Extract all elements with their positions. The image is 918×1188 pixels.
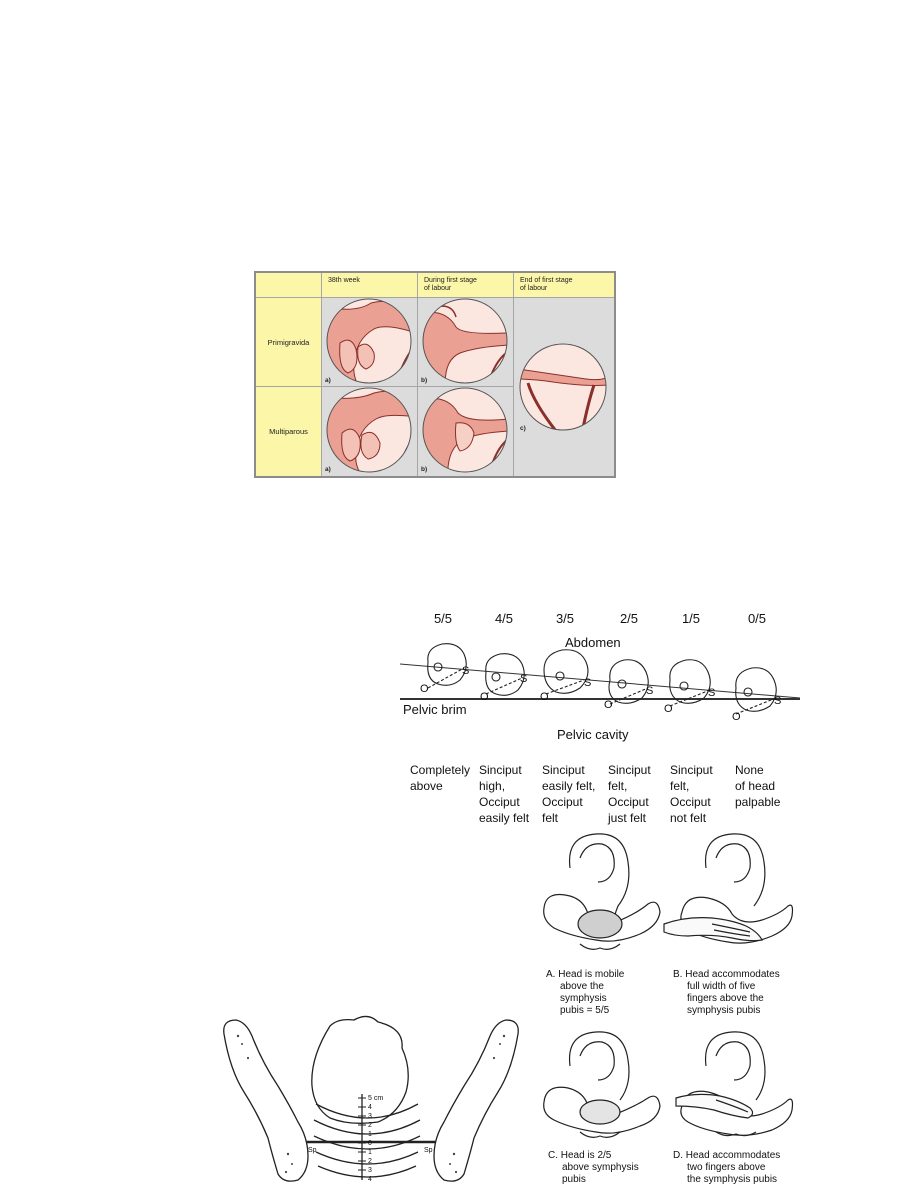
scale-number: 4 — [368, 1176, 372, 1183]
occiput-marker: O — [664, 703, 673, 715]
sinciput-marker: S — [584, 677, 592, 689]
description-0-5 — [735, 762, 780, 810]
caption-line: B. Head accommodates — [673, 969, 780, 980]
caption-panel-a — [546, 969, 624, 1017]
panel-tag: a) — [325, 377, 331, 384]
scale-number: 4 — [368, 1104, 372, 1111]
caption-line: full width of five — [687, 981, 756, 992]
caption-line: two fingers above — [687, 1162, 766, 1173]
description-line: Occiput — [670, 795, 711, 809]
description-line: felt, — [670, 779, 690, 793]
description-line: above — [410, 779, 443, 793]
scale-number: 0 — [368, 1140, 372, 1147]
description-line: easily felt, — [542, 779, 596, 793]
fifths-label: 5/5 — [433, 611, 453, 626]
scale-number: 3 — [368, 1113, 372, 1120]
description-line: felt, — [608, 779, 628, 793]
scale-number: 2 — [368, 1122, 372, 1129]
description-line: Sinciput — [608, 763, 651, 777]
occiput-marker: O — [420, 683, 429, 695]
caption-line: the symphysis pubis — [687, 1174, 778, 1185]
fifths-label: 0/5 — [747, 611, 767, 626]
fifths-label: 3/5 — [555, 611, 575, 626]
spine-label: Sp — [424, 1147, 433, 1154]
palpation-drawings-bottom — [536, 1026, 796, 1146]
fifths-label: 4/5 — [494, 611, 514, 626]
panel-tag: b) — [421, 466, 428, 473]
panel-tag: a) — [325, 466, 331, 473]
column-header-text: 38th week — [328, 277, 360, 284]
caption-line: symphysis — [560, 993, 607, 1004]
panel-tag: b) — [421, 377, 428, 384]
column-header-text: of labour — [520, 285, 548, 292]
fifths-heads-diagram — [398, 640, 802, 724]
description-line: palpable — [735, 795, 781, 809]
description-line: Completely — [410, 763, 471, 777]
station-diagram — [218, 1014, 528, 1188]
description-line: high, — [479, 779, 506, 793]
description-line: Occiput — [542, 795, 583, 809]
description-line: Sinciput — [542, 763, 585, 777]
description-1-5 — [670, 762, 713, 826]
sinciput-marker: S — [708, 687, 716, 699]
abdomen-label: Abdomen — [565, 635, 621, 650]
caption-line: above the — [560, 981, 604, 992]
description-line: not felt — [670, 811, 707, 825]
description-line: Sinciput — [670, 763, 713, 777]
column-header-text: of labour — [424, 285, 452, 292]
description-line: Sinciput — [479, 763, 522, 777]
fifths-label: 1/5 — [681, 611, 701, 626]
caption-line: pubis — [562, 1174, 586, 1185]
description-line: None — [735, 763, 764, 777]
caption-panel-d — [673, 1150, 780, 1186]
description-line: just felt — [608, 811, 647, 825]
caption-line: symphysis pubis — [687, 1005, 761, 1016]
caption-line: fingers above the — [687, 993, 764, 1004]
row-label-text: Primigravida — [267, 337, 310, 347]
row-label-text: Multiparous — [269, 427, 308, 436]
palpation-drawings-top — [536, 828, 796, 968]
description-2-5 — [608, 762, 651, 826]
scale-number: 3 — [368, 1167, 372, 1174]
caption-panel-b — [673, 969, 780, 1017]
fifths-label: 2/5 — [619, 611, 639, 626]
description-line: Occiput — [608, 795, 649, 809]
occiput-marker: O — [540, 691, 549, 703]
caption-panel-c — [548, 1150, 639, 1186]
caption-line: pubis = 5/5 — [560, 1005, 610, 1016]
description-line: Occiput — [479, 795, 520, 809]
sinciput-marker: S — [520, 673, 528, 685]
spine-label: Sp — [308, 1147, 317, 1154]
scale-number: 1 — [368, 1149, 372, 1156]
description-line: felt — [542, 811, 559, 825]
caption-line: A. Head is mobile — [546, 969, 625, 980]
column-header-text: End of first stage — [520, 277, 573, 284]
description-3-5 — [542, 762, 595, 826]
panel-tag: c) — [520, 425, 526, 432]
occiput-marker: O — [604, 699, 613, 711]
sinciput-marker: S — [462, 665, 470, 677]
occiput-marker: O — [480, 691, 489, 703]
scale-number: 1 — [368, 1131, 372, 1138]
pelvic-cavity-label: Pelvic cavity — [557, 727, 629, 742]
description-line: of head — [735, 779, 776, 793]
description-4-5 — [479, 762, 529, 826]
description-line: easily felt — [479, 811, 530, 825]
caption-line: C. Head is 2/5 — [548, 1150, 612, 1161]
description-5-5 — [410, 762, 470, 794]
scale-number: 2 — [368, 1158, 372, 1165]
scale-label: 5 cm — [368, 1095, 384, 1102]
caption-line: D. Head accommodates — [673, 1150, 781, 1161]
pelvic-brim-label: Pelvic brim — [403, 702, 467, 717]
occiput-marker: O — [732, 711, 741, 723]
sinciput-marker: S — [646, 685, 654, 697]
sinciput-marker: S — [774, 695, 782, 707]
caption-line: above symphysis — [562, 1162, 639, 1173]
column-header-text: During first stage — [424, 277, 477, 284]
